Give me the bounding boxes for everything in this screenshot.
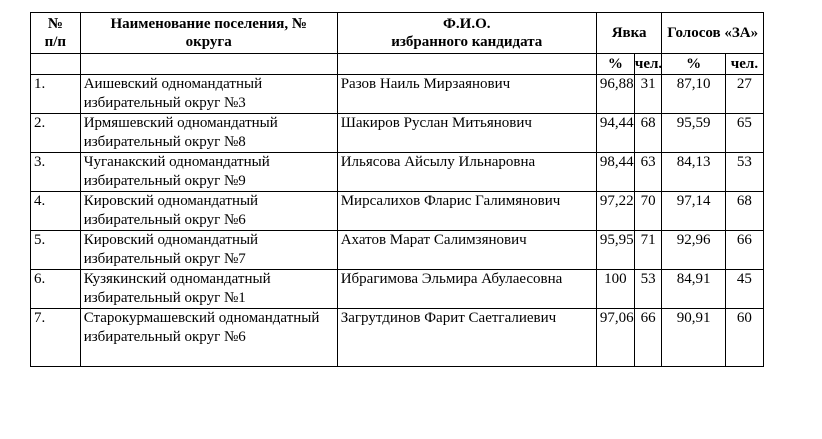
candidate-name: Разов Наиль Мирзаянович xyxy=(337,75,596,114)
votes-for-count: 66 xyxy=(725,231,763,270)
subheader-turnout-pct: % xyxy=(596,54,634,75)
subheader-turnout-count: чел. xyxy=(634,54,662,75)
row-number: 1. xyxy=(31,75,81,114)
table-row xyxy=(31,192,764,231)
row-number: 3. xyxy=(31,153,81,192)
candidate-name: Мирсалихов Фларис Галимянович xyxy=(337,192,596,231)
turnout-pct: 94,44 xyxy=(596,114,634,153)
header-votes-for: Голосов «ЗА» xyxy=(662,13,764,54)
turnout-pct: 98,44 xyxy=(596,153,634,192)
district-name: Кузякинский одномандатный избирательный округ №1 xyxy=(80,270,337,309)
header-candidate-line2: избранного кандидата xyxy=(391,34,543,50)
district-name: Кировский одномандатный избирательный округ №7 xyxy=(80,231,337,270)
table-row xyxy=(31,231,764,270)
turnout-count: 63 xyxy=(634,153,662,192)
header-candidate-line1: Ф.И.О. xyxy=(443,16,491,32)
subheader-row xyxy=(31,54,764,75)
votes-for-pct: 92,96 xyxy=(662,231,725,270)
header-turnout: Явка xyxy=(596,13,662,54)
subheader-votes-count: чел. xyxy=(725,54,763,75)
turnout-pct: 96,88 xyxy=(596,75,634,114)
turnout-count: 53 xyxy=(634,270,662,309)
votes-for-pct: 87,10 xyxy=(662,75,725,114)
header-number xyxy=(31,13,81,54)
row-number: 2. xyxy=(31,114,81,153)
turnout-count: 70 xyxy=(634,192,662,231)
table-row xyxy=(31,75,764,114)
votes-for-count: 53 xyxy=(725,153,763,192)
table-row xyxy=(31,114,764,153)
header-row xyxy=(31,13,764,54)
votes-for-count: 60 xyxy=(725,309,763,367)
row-number: 6. xyxy=(31,270,81,309)
header-district-name-line1: Наименование поселения, № xyxy=(110,16,307,32)
subheader-empty-number xyxy=(31,54,81,75)
votes-for-pct: 84,91 xyxy=(662,270,725,309)
candidate-name: Ильясова Айсылу Ильнаровна xyxy=(337,153,596,192)
votes-for-count: 27 xyxy=(725,75,763,114)
table-row xyxy=(31,270,764,309)
header-district-name xyxy=(80,13,337,54)
candidate-name: Шакиров Руслан Митьянович xyxy=(337,114,596,153)
turnout-pct: 100 xyxy=(596,270,634,309)
candidate-name: Ибрагимова Эльмира Абулаесовна xyxy=(337,270,596,309)
turnout-count: 68 xyxy=(634,114,662,153)
subheader-empty-candidate xyxy=(337,54,596,75)
votes-for-count: 65 xyxy=(725,114,763,153)
row-number: 4. xyxy=(31,192,81,231)
row-number: 7. xyxy=(31,309,81,367)
header-number-line2: п/п xyxy=(44,34,67,50)
election-results-table xyxy=(30,12,764,367)
votes-for-pct: 95,59 xyxy=(662,114,725,153)
table-row xyxy=(31,309,764,367)
district-name: Ирмяшевский одномандатный избирательный округ №8 xyxy=(80,114,337,153)
votes-for-count: 68 xyxy=(725,192,763,231)
header-number-line1: № xyxy=(47,16,63,32)
turnout-pct: 95,95 xyxy=(596,231,634,270)
turnout-count: 66 xyxy=(634,309,662,367)
row-number: 5. xyxy=(31,231,81,270)
table-row xyxy=(31,153,764,192)
turnout-count: 31 xyxy=(634,75,662,114)
subheader-votes-pct: % xyxy=(662,54,725,75)
votes-for-pct: 97,14 xyxy=(662,192,725,231)
turnout-pct: 97,06 xyxy=(596,309,634,367)
candidate-name: Загрутдинов Фарит Саетгалиевич xyxy=(337,309,596,367)
district-name: Чуганакский одномандатный избирательный округ №9 xyxy=(80,153,337,192)
header-candidate xyxy=(337,13,596,54)
district-name: Аишевский одномандатный избирательный округ №3 xyxy=(80,75,337,114)
header-district-name-line2: округа xyxy=(185,34,232,50)
turnout-count: 71 xyxy=(634,231,662,270)
turnout-pct: 97,22 xyxy=(596,192,634,231)
votes-for-pct: 90,91 xyxy=(662,309,725,367)
votes-for-pct: 84,13 xyxy=(662,153,725,192)
district-name: Кировский одномандатный избирательный округ №6 xyxy=(80,192,337,231)
votes-for-count: 45 xyxy=(725,270,763,309)
subheader-empty-name xyxy=(80,54,337,75)
candidate-name: Ахатов Марат Салимзянович xyxy=(337,231,596,270)
district-name: Старокурмашевский одномандатный избирательный округ №6 xyxy=(80,309,337,367)
